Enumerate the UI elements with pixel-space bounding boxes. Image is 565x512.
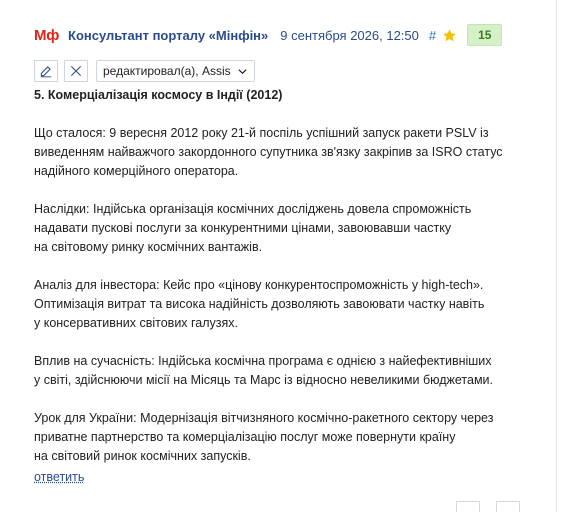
delete-button[interactable] (64, 60, 88, 82)
next-comment-edge (456, 501, 480, 512)
paragraph (34, 352, 514, 390)
paragraph-line: на світовий ринок космічних запусків. (34, 449, 251, 463)
rating-badge[interactable]: 15 (467, 24, 502, 46)
star-icon[interactable] (442, 28, 457, 43)
paragraph (34, 409, 514, 466)
paragraph-line: виведенням найважчого закордонного супутника зв'язку закріпив за ISRO статус (34, 145, 503, 159)
chevron-down-icon (237, 66, 248, 77)
edit-button[interactable] (34, 60, 58, 82)
comment-body (34, 86, 514, 485)
moderation-toolbar (34, 60, 255, 82)
paragraph-line: Вплив на сучасність: Індійська космічна програма є однією з найефективніших (34, 354, 492, 368)
paragraph-line: надійного комерційного оператора. (34, 164, 239, 178)
paragraph-line: Аналіз для інвестора: Кейс про «цінову конкурентоспроможність у high-tech». (34, 278, 484, 292)
paragraph-line: Урок для України: Модернізація вітчизняного космічно-ракетного сектору через (34, 411, 494, 425)
paragraph-line: у консервативних світових галузях. (34, 316, 239, 330)
editor-label: редактировал(а), Assis (103, 64, 231, 78)
paragraph (34, 276, 514, 333)
paragraph (34, 124, 514, 181)
comment-header (34, 23, 502, 47)
reply-link[interactable]: ответить (34, 470, 85, 484)
divider (556, 0, 557, 512)
paragraph-line: приватне партнерство та комерціалізацію послуг може повернути країну (34, 430, 456, 444)
permalink-hash[interactable]: # (428, 27, 437, 43)
paragraph-line: Наслідки: Індійська організація космічних досліджень довела спроможність (34, 202, 472, 216)
paragraph (34, 200, 514, 257)
close-icon (69, 64, 83, 78)
paragraph-line: на світовому ринку космічних вантажів. (34, 240, 263, 254)
author-name[interactable]: Консультант порталу «Мінфін» (68, 27, 269, 43)
paragraph-line: надавати пускові послуги за конкурентними цінами, завоювавши частку (34, 221, 452, 235)
comment-date[interactable]: 9 сентября 2026, 12:50 (280, 27, 419, 43)
comment-title: 5. Комерціалізація космосу в Індії (2012) (34, 88, 283, 102)
paragraph-line: Що сталося: 9 вересня 2012 року 21-й поспіль успішний запуск ракети PSLV із (34, 126, 489, 140)
next-comment-edge (496, 501, 520, 512)
editor-dropdown[interactable] (96, 60, 255, 82)
minfin-logo: Мф (34, 26, 60, 44)
pencil-icon (39, 64, 53, 78)
paragraph-line: Оптимізація витрат та висока надійність дозволяють завоювати частку навіть (34, 297, 485, 311)
paragraph-line: у світі, здійснюючи місії на Місяць та Марс із відносно невеликими бюджетами. (34, 373, 493, 387)
